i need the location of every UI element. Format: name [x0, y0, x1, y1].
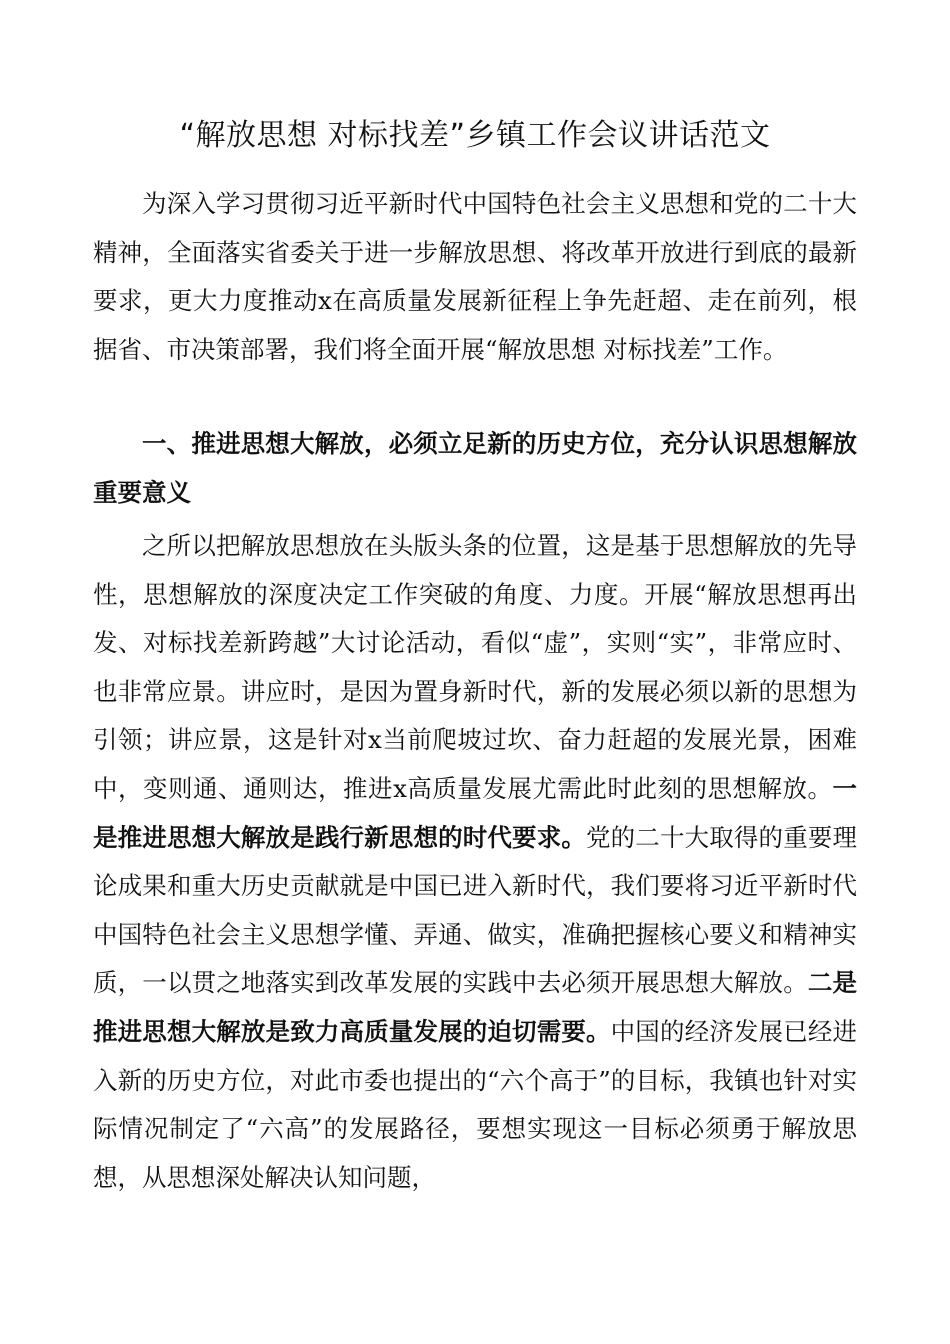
body-text: 中国的经济发展已经进入新的历史方位，对此市委也提出的“六个高于”的目标，我镇也针对实际情况制定了“六高”的发展路径，要想实现这一目标必须勇于解放思想，从思想深处解决认知问题， [93, 1016, 858, 1192]
body-text: 之所以把解放思想放在头版头条的位置，这是基于思想解放的先导性，思想解放的深度决定工作突破的角度、力度。开展“解放思想再出发、对标找差新跨越”大讨论活动，看似“虚”，实则“实”，非常应时、也非常应景。讲应时，是因为置身新时代，新的发展必须以新的思想为引领；讲应景，这是针对x当前爬坡过坎、奋力赶超的发展光景，困难中，变则通、通则达，推进x高质量发展尤需此时此刻的思想解放。 [93, 531, 857, 803]
bold-point-2: 二是推进思想大解放是致力高质量发展的迫切需要。 [93, 968, 858, 1046]
bold-point-1: 一是推进思想大解放是践行新思想的时代要求。 [93, 773, 857, 852]
document-title: “解放思想 对标找差”乡镇工作会议讲话范文 [179, 118, 771, 153]
intro-paragraph: 为深入学习贯彻习近平新时代中国特色社会主义思想和党的二十大精神，全面落实省委关于进一步解放思想、将改革开放进行到底的最新要求，更大力度推动x在高质量发展新征程上争先赶超、走在前列，根据省、市决策部署，我们将全面开展“解放思想 对标找差”工作。 [93, 189, 857, 364]
section-body-1 [93, 522, 857, 1202]
body-text: 党的二十大取得的重要理论成果和重大历史贡献就是中国已进入新时代，我们要将习近平新时代中国特色社会主义思想学懂、弄通、做实，准确把握核心要义和精神实质，一以贯之地落实到改革发展的实践中去必须开展思想大解放。 [93, 822, 857, 998]
section-heading-1: 一、推进思想大解放，必须立足新的历史方位，充分认识思想解放重要意义 [93, 429, 857, 507]
